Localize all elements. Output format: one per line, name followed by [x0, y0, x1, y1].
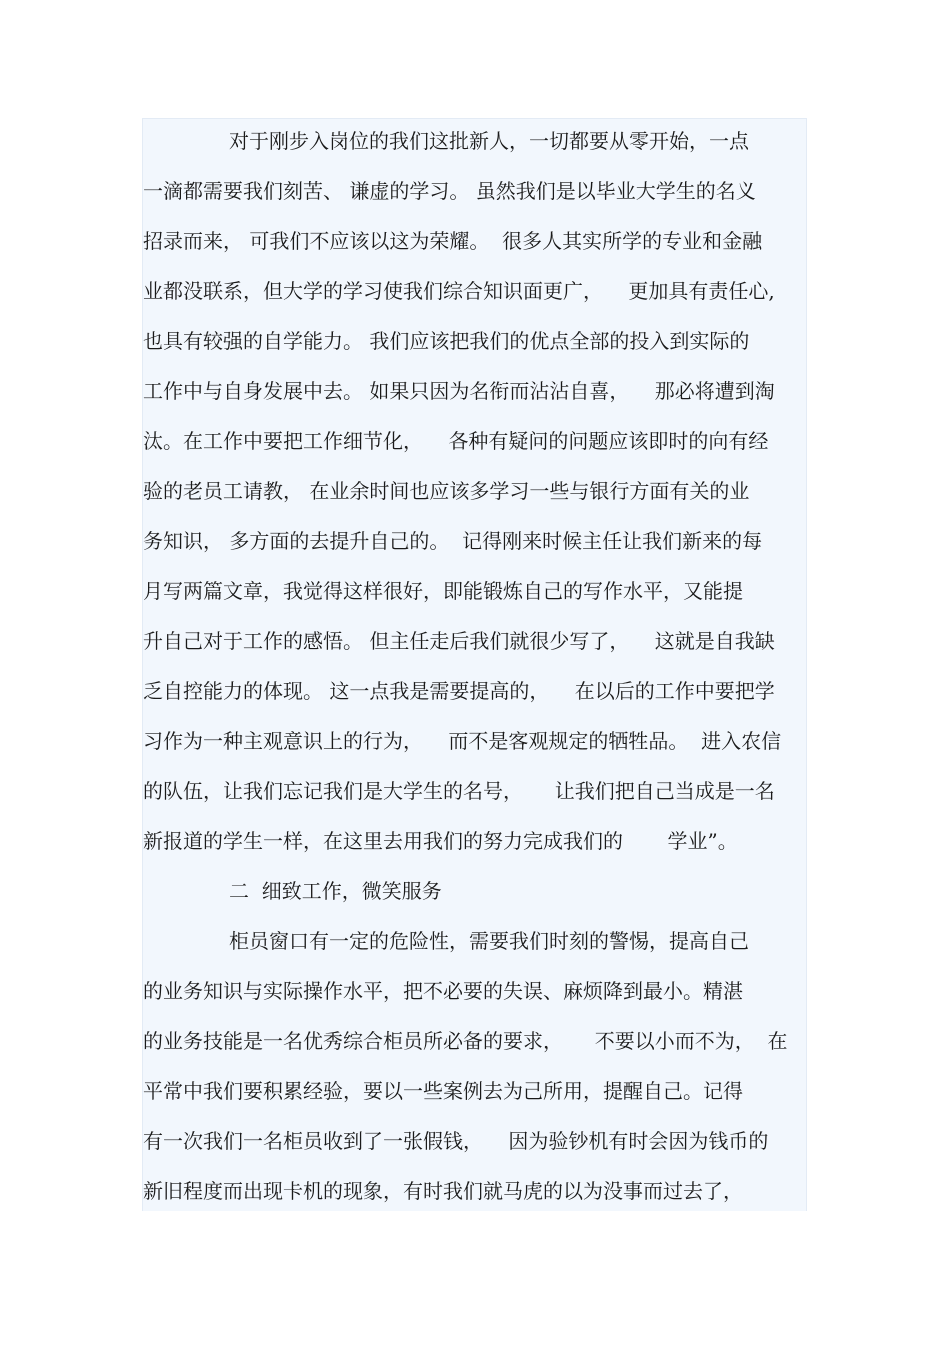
paragraph-1-line-12: 乏自控能力的体现。 这一点我是需要提高的， 在以后的工作中要把学 [143, 679, 775, 703]
paragraph-1-line-4: 业都没联系，但大学的学习使我们综合知识面更广， 更加具有责任心, [143, 279, 775, 303]
paragraph-1-line-11: 升自己对于工作的感悟。 但主任走后我们就很少写了， 这就是自我缺 [143, 629, 775, 653]
paragraph-1-line-10: 月写两篇文章，我觉得这样很好，即能锻炼自己的写作水平，又能提 [143, 579, 743, 603]
paragraph-2-line-2: 的业务知识与实际操作水平，把不必要的失误、麻烦降到最小。精湛 [143, 979, 743, 1003]
paragraph-1-line-7: 汰。在工作中要把工作细节化， 各种有疑问的问题应该即时的向有经 [143, 429, 769, 453]
paragraph-1-line-8: 验的老员工请教， 在业余时间也应该多学习一些与银行方面有关的业 [143, 479, 750, 503]
paragraph-2-line-4: 平常中我们要积累经验，要以一些案例去为己所用，提醒自己。记得 [143, 1079, 743, 1103]
paragraph-1-line-9: 务知识， 多方面的去提升自己的。 记得刚来时候主任让我们新来的每 [143, 529, 763, 553]
paragraph-1-line-2: 一滴都需要我们刻苦、 谦虚的学习。 虽然我们是以毕业大学生的名义 [143, 179, 756, 203]
paragraph-2-line-5: 有一次我们一名柜员收到了一张假钱， 因为验钞机有时会因为钱币的 [143, 1129, 769, 1153]
paragraph-2-line-6: 新旧程度而出现卡机的现象，有时我们就马虎的以为没事而过去了， [143, 1179, 743, 1203]
paragraph-1-line-1: 对于刚步入岗位的我们这批新人，一切都要从零开始，一点 [229, 129, 749, 153]
paragraph-1-line-14: 的队伍，让我们忘记我们是大学生的名号， 让我们把自己当成是一名 [143, 779, 775, 803]
paragraph-1-line-6: 工作中与自身发展中去。 如果只因为名衔而沾沾自喜， 那必将遭到淘 [143, 379, 775, 403]
section-heading: 二 细致工作，微笑服务 [229, 879, 442, 903]
paragraph-2-line-3: 的业务技能是一名优秀综合柜员所必备的要求， 不要以小而不为， 在 [143, 1029, 788, 1053]
document-text-block [142, 118, 807, 1211]
paragraph-2-line-1: 柜员窗口有一定的危险性，需要我们时刻的警惕，提高自己 [229, 929, 749, 953]
paragraph-1-line-5: 也具有较强的自学能力。 我们应该把我们的优点全部的投入到实际的 [143, 329, 750, 353]
paragraph-1-line-3: 招录而来， 可我们不应该以这为荣耀。 很多人其实所学的专业和金融 [143, 229, 763, 253]
paragraph-1-line-13: 习作为一种主观意识上的行为， 而不是客观规定的牺牲品。 进入农信 [143, 729, 782, 753]
paragraph-1-line-15: 新报道的学生一样，在这里去用我们的努力完成我们的 学业”。 [143, 829, 738, 853]
